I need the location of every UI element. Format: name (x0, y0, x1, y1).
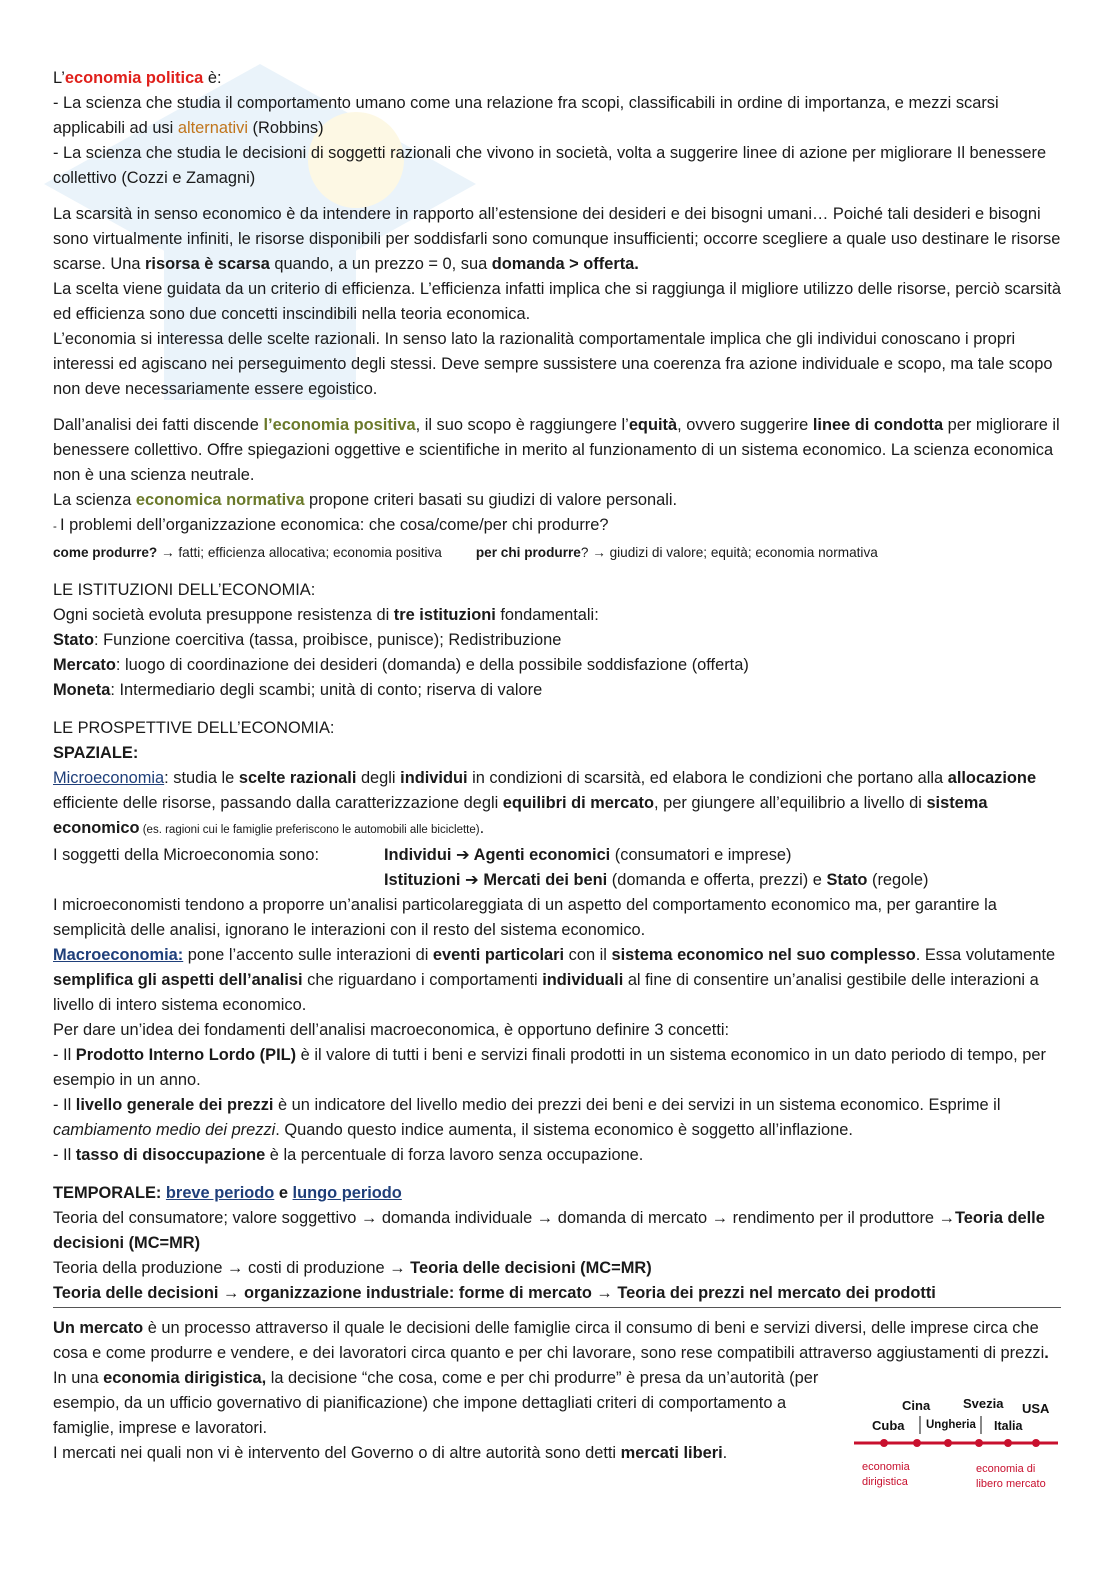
institution-mercato: Mercato: luogo di coordinazione dei desideri (domanda) e della possibile soddisfazione (offerta) (53, 656, 749, 674)
microeconomists-note: I microeconomisti tendono a proporre un’analisi particolareggiata di un aspetto del comportamento economico ma, per garantire la semplicità delle analisi, ignorano le interazioni con il resto del sistema economico. (53, 896, 997, 939)
point-italia (1004, 1439, 1012, 1447)
country-svezia: Svezia (963, 1396, 1004, 1411)
point-usa (1032, 1439, 1040, 1447)
country-ungheria: Ungheria (926, 1419, 976, 1431)
institution-moneta: Moneta: Intermediario degli scambi; unità di conto; riserva di valore (53, 681, 543, 699)
decision-theory-chain: Teoria delle decisioni → organizzazione industriale: forme di mercato → Teoria dei prezzi nel mercato dei prodotti (53, 1284, 936, 1302)
label-dirigistica-2: dirigistica (862, 1476, 908, 1488)
country-cuba: Cuba (872, 1418, 905, 1433)
institutions-heading: LE ISTITUZIONI DELL’ECONOMIA: (53, 581, 316, 599)
macro-intro: Per dare un’idea dei fondamenti dell’analisi macroeconomica, è opportuno definire 3 concetti: (53, 1021, 730, 1039)
label-dirigistica-1: economia (862, 1461, 910, 1473)
spatial-heading: SPAZIALE: (53, 744, 139, 762)
how-who-line: come produrre? → fatti; efficienza allocativa; economia positiva per chi produrre? → giudizi di valore; equità; economia normativa (53, 545, 878, 560)
country-italia: Italia (994, 1419, 1023, 1433)
planned-economy-paragraph: In una economia dirigistica, la decisione “che cosa, come e per chi produrre” è presa da un’autorità (per esempio, da un ufficio governativo di pianificazione) che impone dettagliati criteri di comportamento a famiglie, imprese e lavoratori. (53, 1369, 819, 1437)
document-page (53, 66, 1061, 1466)
economy-spectrum-diagram (850, 1392, 1062, 1502)
problems-line: - I problemi dell’organizzazione economica: che cosa/come/per chi produrre? (53, 516, 609, 534)
rationality-paragraph: L’economia si interessa delle scelte razionali. In senso lato la razionalità comportamentale implica che gli individui conoscano i propri interessi ed agiscano nei perseguimento degli stessi. Deve sempre sussistere una coerenza fra azione individuale e scopo, ma tale scopo non deve necessariamente essere egoistico. (53, 330, 1053, 398)
economia-politica-term: economia politica (64, 69, 204, 87)
production-theory-chain: Teoria della produzione → costi di produzione → Teoria delle decisioni (MC=MR) (53, 1259, 652, 1277)
market-definition: Un mercato è un processo attraverso il quale le decisioni delle famiglie circa il consumo di beni e servizi diversi, delle imprese circa che cosa e come produrre e vendere, e dei lavoratori circa quanto e per chi lavorare, sono rese compatibili attraverso aggiustamenti di prezzi. (53, 1319, 1049, 1362)
point-cuba (880, 1439, 888, 1447)
consumer-theory-chain: Teoria del consumatore; valore soggettivo → domanda individuale → domanda di mercato → rendimento per il produttore →Teoria delle decisioni (MC=MR) (53, 1209, 1045, 1252)
efficiency-paragraph: La scelta viene guidata da un criterio di efficienza. L’efficienza infatti implica che si raggiunga il migliore utilizzo delle risorse, perciò scarsità ed efficienza sono due concetti inscindibili nella teoria economica. (53, 280, 1061, 323)
micro-subjects-line-1: I soggetti della Microeconomia sono: Individui ➔ Agenti economici (consumatori e imprese) (53, 846, 792, 864)
title-line: L’economia politica è: (53, 69, 222, 87)
macroeconomia-link[interactable]: Macroeconomia: (53, 946, 184, 964)
normative-economics-paragraph: La scienza economica normativa propone criteri basati su giudizi di valore personali. (53, 491, 678, 509)
definition-robbins: - La scienza che studia il comportamento umano come una relazione fra scopi, classificabili in ordine di importanza, e mezzi scarsi applicabili ad usi alternativi (Robbins) (53, 94, 999, 137)
point-ungheria (944, 1439, 952, 1447)
breve-periodo-link[interactable]: breve periodo (165, 1184, 275, 1202)
section-divider (53, 1307, 1061, 1308)
perspectives-heading: LE PROSPETTIVE DELL’ECONOMIA: (53, 719, 335, 737)
micro-subjects-line-2: Istituzioni ➔ Mercati dei beni (domanda e offerta, prezzi) e Stato (regole) (384, 871, 929, 889)
pil-definition: - Il Prodotto Interno Lordo (PIL) è il valore di tutti i beni e servizi finali prodotti in un sistema economico in un dato periodo di tempo, per esempio in un anno. (53, 1046, 1046, 1089)
institutions-intro: Ogni società evoluta presuppone resistenza di tre istituzioni fondamentali: (53, 606, 599, 624)
point-cina (913, 1439, 921, 1447)
label-libero-1: economia di (976, 1463, 1036, 1475)
country-cina: Cina (902, 1398, 931, 1413)
point-svezia (975, 1439, 983, 1447)
temporal-heading: TEMPORALE: breve periodo e lungo periodo (53, 1184, 402, 1202)
unemployment-definition: - Il tasso di disoccupazione è la percentuale di forza lavoro senza occupazione. (53, 1146, 644, 1164)
definition-cozzi-zamagni: - La scienza che studia le decisioni di soggetti razionali che vivono in società, volta a suggerire linee di azione per migliorare Il benessere collettivo (Cozzi e Zamagni) (53, 144, 1047, 187)
country-usa: USA (1022, 1401, 1050, 1416)
scarcity-paragraph: La scarsità in senso economico è da intendere in rapporto all’estensione dei desideri e dei bisogni umani… Poiché tali desideri e bisogni sono virtualmente infiniti, le risorse disponibili per soddisfarli sono comunque insufficienti; occorre scegliere a quale uso destinare le risorse scarse. Una risorsa è scarsa quando, a un prezzo = 0, sua domanda > offerta. (53, 205, 1061, 273)
institution-stato: Stato: Funzione coercitiva (tassa, proibisce, punisce); Redistribuzione (53, 631, 562, 649)
lungo-periodo-link[interactable]: lungo periodo (292, 1184, 402, 1202)
positive-economics-paragraph: Dall’analisi dei fatti discende l’economia positiva, il suo scopo è raggiungere l’equità, ovvero suggerire linee di condotta per migliorare il benessere collettivo. Offre spiegazioni oggettive e scientifiche in merito al funzionamento di un sistema economico. La scienza economica non è una scienza neutrale. (53, 416, 1060, 484)
free-markets-line: I mercati nei quali non vi è intervento del Governo o di altre autorità sono detti mercati liberi. (53, 1444, 728, 1462)
label-libero-2: libero mercato (976, 1478, 1046, 1490)
price-level-definition: - Il livello generale dei prezzi è un indicatore del livello medio dei prezzi dei beni e dei servizi in un sistema economico. Esprime il cambiamento medio dei prezzi. Quando questo indice aumenta, il sistema economico è soggetto all’inflazione. (53, 1096, 1001, 1139)
microeconomics-paragraph: Microeconomia: studia le scelte razionali degli individui in condizioni di scarsità, ed elabora le condizioni che portano alla allocazione efficiente delle risorse, passando dalla caratterizzazione degli equilibri di mercato, per giungere all’equilibrio a livello di sistema economico (es. ragioni cui le famiglie preferiscono le automobili alle biciclette). (53, 769, 1037, 837)
macroeconomics-paragraph: Macroeconomia: pone l’accento sulle interazioni di eventi particolari con il sistema economico nel suo complesso. Essa volutamente semplifica gli aspetti dell’analisi che riguardano i comportamenti individuali al fine di consentire un’analisi gestibile delle interazioni a livello di intero sistema economico. (53, 946, 1056, 1014)
microeconomia-link[interactable]: Microeconomia (53, 769, 165, 787)
